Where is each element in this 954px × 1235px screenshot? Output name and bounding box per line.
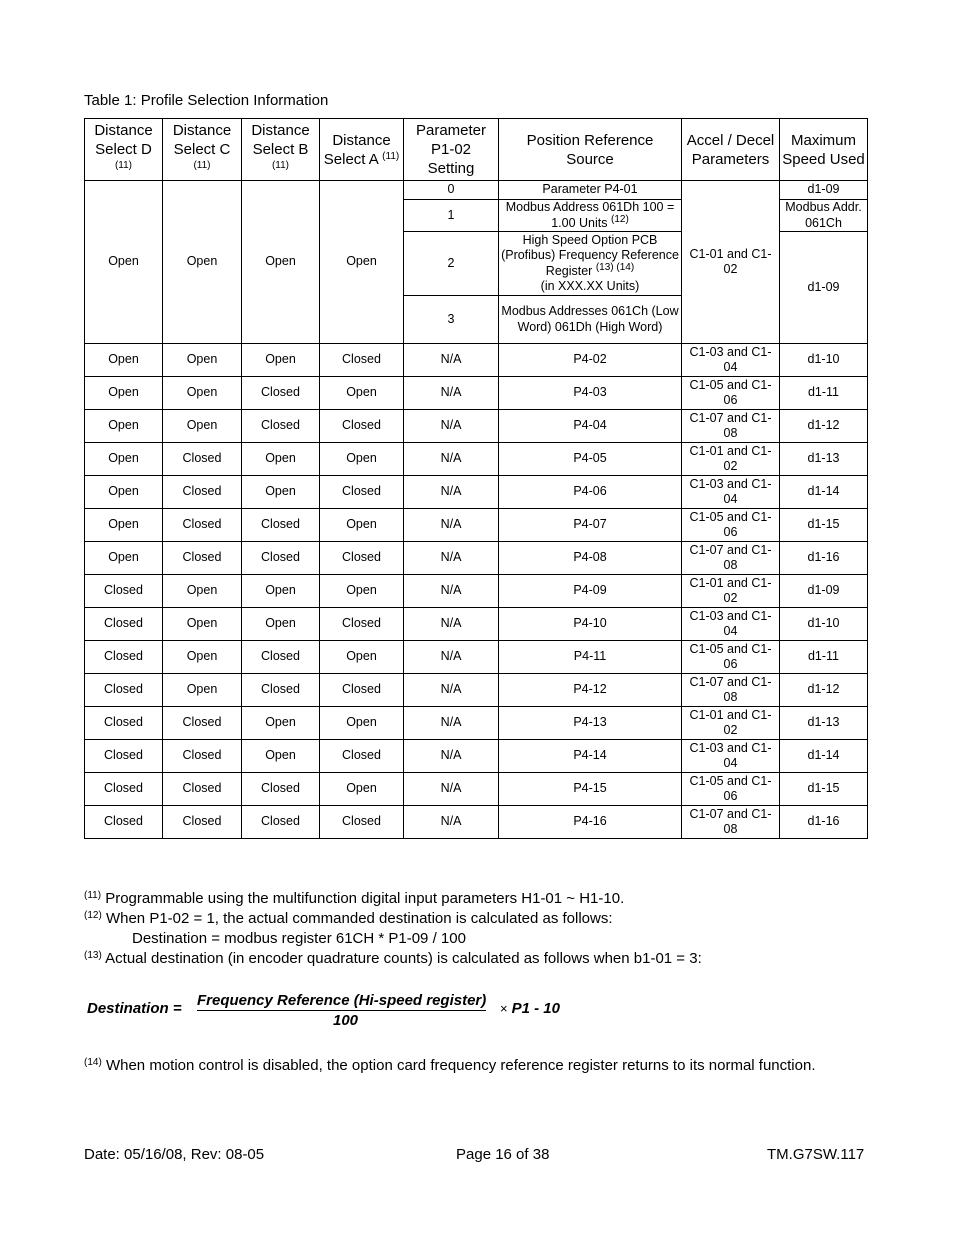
cell-speed: d1-11 [780,641,868,674]
cell-setting: N/A [404,707,499,740]
cell-source: P4-16 [499,806,682,839]
cell-speed: d1-10 [780,608,868,641]
cell-select-d: Open [85,509,163,542]
cell-accel: C1-03 and C1-04 [682,476,780,509]
cell-source: P4-07 [499,509,682,542]
table-row [85,707,868,740]
cell-speed: d1-15 [780,509,868,542]
cell-accel: C1-03 and C1-04 [682,608,780,641]
cell-accel: C1-01 and C1-02 [682,443,780,476]
cell-speed: d1-15 [780,773,868,806]
cell-select-a: Closed [320,806,404,839]
cell-setting: N/A [404,608,499,641]
cell-select-c: Open [163,344,242,377]
cell-select-a: Closed [320,344,404,377]
table-row [85,674,868,707]
cell-speed: d1-13 [780,443,868,476]
cell-setting: N/A [404,410,499,443]
cell-select-d: Closed [85,575,163,608]
cell-source: High Speed Option PCB (Profibus) Frequency Reference Register $^{(13) (14)}$ (in XXX.XX Units) [499,232,682,296]
formula-lhs: Destination = [87,1000,182,1017]
cell-select-c: Closed [163,476,242,509]
table-row [85,344,868,377]
cell-select-b: Open [242,181,320,344]
cell-source: P4-10 [499,608,682,641]
table-row [85,476,868,509]
formula-denominator: 100 [333,1012,359,1029]
header-position-reference-source: Position Reference Source [499,119,682,181]
table-row [85,806,868,839]
table-row [85,542,868,575]
cell-select-d: Closed [85,674,163,707]
cell-select-c: Open [163,377,242,410]
cell-select-a: Open [320,773,404,806]
cell-select-a: Open [320,575,404,608]
cell-setting: N/A [404,476,499,509]
header-distance-select-c: Distance Select C $^{(11)}$ [163,119,242,181]
cell-select-d: Open [85,410,163,443]
cell-accel: C1-03 and C1-04 [682,740,780,773]
footer-date: Date: 05/16/08, Rev: 08-05 [84,1146,265,1163]
header-parameter-setting: Parameter P1-02 Setting [404,119,499,181]
cell-source: P4-06 [499,476,682,509]
table-row [85,410,868,443]
cell-setting: N/A [404,641,499,674]
cell-select-b: Open [242,344,320,377]
cell-speed: d1-09 [780,181,868,200]
formula-rhs: × P1 - 10 [500,1000,560,1017]
cell-speed: d1-10 [780,344,868,377]
cell-select-d: Open [85,181,163,344]
cell-setting: N/A [404,575,499,608]
cell-select-c: Closed [163,773,242,806]
cell-select-c: Closed [163,443,242,476]
footnote-14: $^{(14)}$ When motion control is disabled, the option card frequency reference register returns to its normal function. [84,1057,816,1074]
cell-speed: d1-09 [780,232,868,344]
cell-select-d: Closed [85,608,163,641]
cell-select-b: Open [242,575,320,608]
cell-accel: C1-05 and C1-06 [682,773,780,806]
cell-select-b: Open [242,707,320,740]
cell-select-c: Open [163,641,242,674]
cell-source: Modbus Addresses 061Ch (Low Word) 061Dh (High Word) [499,296,682,344]
cell-accel: C1-07 and C1-08 [682,410,780,443]
header-distance-select-d: Distance Select D $^{(11)}$ [85,119,163,181]
cell-accel: C1-01 and C1-02 [682,707,780,740]
cell-speed: d1-14 [780,476,868,509]
cell-speed: d1-11 [780,377,868,410]
table-row [85,181,868,200]
cell-source: P4-09 [499,575,682,608]
table-row [85,443,868,476]
cell-select-a: Open [320,181,404,344]
cell-select-b: Closed [242,806,320,839]
footnote-13: $^{(13)}$ Actual destination (in encoder quadrature counts) is calculated as follows when b1-01 = 3: [84,950,702,967]
table-header-row [85,119,868,181]
cell-source: P4-11 [499,641,682,674]
cell-select-d: Open [85,542,163,575]
table-caption: Table 1: Profile Selection Information [84,92,329,109]
cell-accel: C1-01 and C1-02 [682,181,780,344]
cell-speed: d1-09 [780,575,868,608]
cell-select-b: Closed [242,377,320,410]
cell-speed: Modbus Addr. 061Ch [780,200,868,232]
cell-setting: 1 [404,200,499,232]
cell-setting: 0 [404,181,499,200]
cell-select-d: Open [85,476,163,509]
cell-select-a: Closed [320,674,404,707]
cell-speed: d1-13 [780,707,868,740]
cell-accel: C1-07 and C1-08 [682,806,780,839]
cell-select-a: Open [320,443,404,476]
cell-select-a: Closed [320,542,404,575]
cell-select-c: Open [163,575,242,608]
cell-select-d: Closed [85,707,163,740]
cell-select-d: Open [85,443,163,476]
cell-select-c: Open [163,410,242,443]
formula-numerator: Frequency Reference (Hi-speed register) [197,992,487,1009]
cell-select-c: Closed [163,707,242,740]
cell-setting: N/A [404,542,499,575]
cell-accel: C1-05 and C1-06 [682,377,780,410]
cell-accel: C1-05 and C1-06 [682,641,780,674]
cell-setting: 3 [404,296,499,344]
cell-setting: N/A [404,773,499,806]
cell-source: P4-05 [499,443,682,476]
cell-source: P4-14 [499,740,682,773]
header-distance-select-a: Distance Select A $^{(11)}$ [320,119,404,181]
cell-accel: C1-07 and C1-08 [682,542,780,575]
cell-setting: N/A [404,740,499,773]
cell-select-c: Closed [163,509,242,542]
cell-setting: N/A [404,377,499,410]
cell-select-b: Open [242,443,320,476]
cell-source: Modbus Address 061Dh 100 = 1.00 Units $^{(12)}$ [499,200,682,232]
cell-accel: C1-01 and C1-02 [682,575,780,608]
cell-select-c: Open [163,674,242,707]
cell-select-c: Open [163,608,242,641]
cell-select-c: Closed [163,542,242,575]
cell-select-b: Closed [242,410,320,443]
cell-select-a: Closed [320,476,404,509]
header-distance-select-b: Distance Select B $^{(11)}$ [242,119,320,181]
table-row [85,641,868,674]
footer-document-id: TM.G7SW.117 [767,1146,865,1163]
cell-source: P4-12 [499,674,682,707]
cell-setting: N/A [404,344,499,377]
table-row [85,509,868,542]
cell-select-a: Closed [320,410,404,443]
cell-setting: N/A [404,509,499,542]
cell-select-d: Closed [85,806,163,839]
footnote-11: $^{(11)}$ Programmable using the multifunction digital input parameters H1-01 ~ H1-10. [84,890,625,907]
cell-select-b: Closed [242,509,320,542]
table-row [85,377,868,410]
table-row [85,740,868,773]
cell-source: Parameter P4-01 [499,181,682,200]
cell-select-b: Open [242,740,320,773]
cell-select-d: Open [85,377,163,410]
cell-speed: d1-12 [780,410,868,443]
cell-speed: d1-16 [780,806,868,839]
cell-source: P4-02 [499,344,682,377]
cell-select-b: Open [242,608,320,641]
cell-select-a: Open [320,641,404,674]
times-sign: × [500,1001,508,1016]
cell-select-b: Closed [242,542,320,575]
cell-select-c: Open [163,181,242,344]
cell-source: P4-15 [499,773,682,806]
cell-select-c: Closed [163,740,242,773]
profile-selection-table [84,118,868,839]
cell-setting: N/A [404,443,499,476]
cell-source: P4-08 [499,542,682,575]
cell-select-a: Open [320,377,404,410]
header-maximum-speed: Maximum Speed Used [780,119,868,181]
cell-accel: C1-03 and C1-04 [682,344,780,377]
cell-select-d: Closed [85,641,163,674]
cell-source: P4-13 [499,707,682,740]
cell-select-b: Open [242,476,320,509]
cell-select-d: Open [85,344,163,377]
cell-accel: C1-07 and C1-08 [682,674,780,707]
cell-setting: N/A [404,806,499,839]
cell-select-c: Closed [163,806,242,839]
cell-select-d: Closed [85,773,163,806]
footnote-12: $^{(12)}$ When P1-02 = 1, the actual commanded destination is calculated as follows: [84,910,613,927]
table-row [85,575,868,608]
cell-speed: d1-12 [780,674,868,707]
cell-setting: N/A [404,674,499,707]
cell-select-b: Closed [242,674,320,707]
cell-select-a: Open [320,707,404,740]
table-row [85,608,868,641]
footer-page-number: Page 16 of 38 [456,1146,550,1163]
cell-select-a: Closed [320,608,404,641]
cell-accel: C1-05 and C1-06 [682,509,780,542]
cell-select-d: Closed [85,740,163,773]
cell-select-a: Open [320,509,404,542]
table-row [85,773,868,806]
cell-setting: 2 [404,232,499,296]
cell-speed: d1-14 [780,740,868,773]
cell-select-b: Closed [242,641,320,674]
cell-speed: d1-16 [780,542,868,575]
footnote-12-formula: Destination = modbus register 61CH * P1-09 / 100 [132,930,466,947]
cell-source: P4-03 [499,377,682,410]
cell-select-a: Closed [320,740,404,773]
cell-select-b: Closed [242,773,320,806]
header-accel-decel: Accel / Decel Parameters [682,119,780,181]
cell-source: P4-04 [499,410,682,443]
